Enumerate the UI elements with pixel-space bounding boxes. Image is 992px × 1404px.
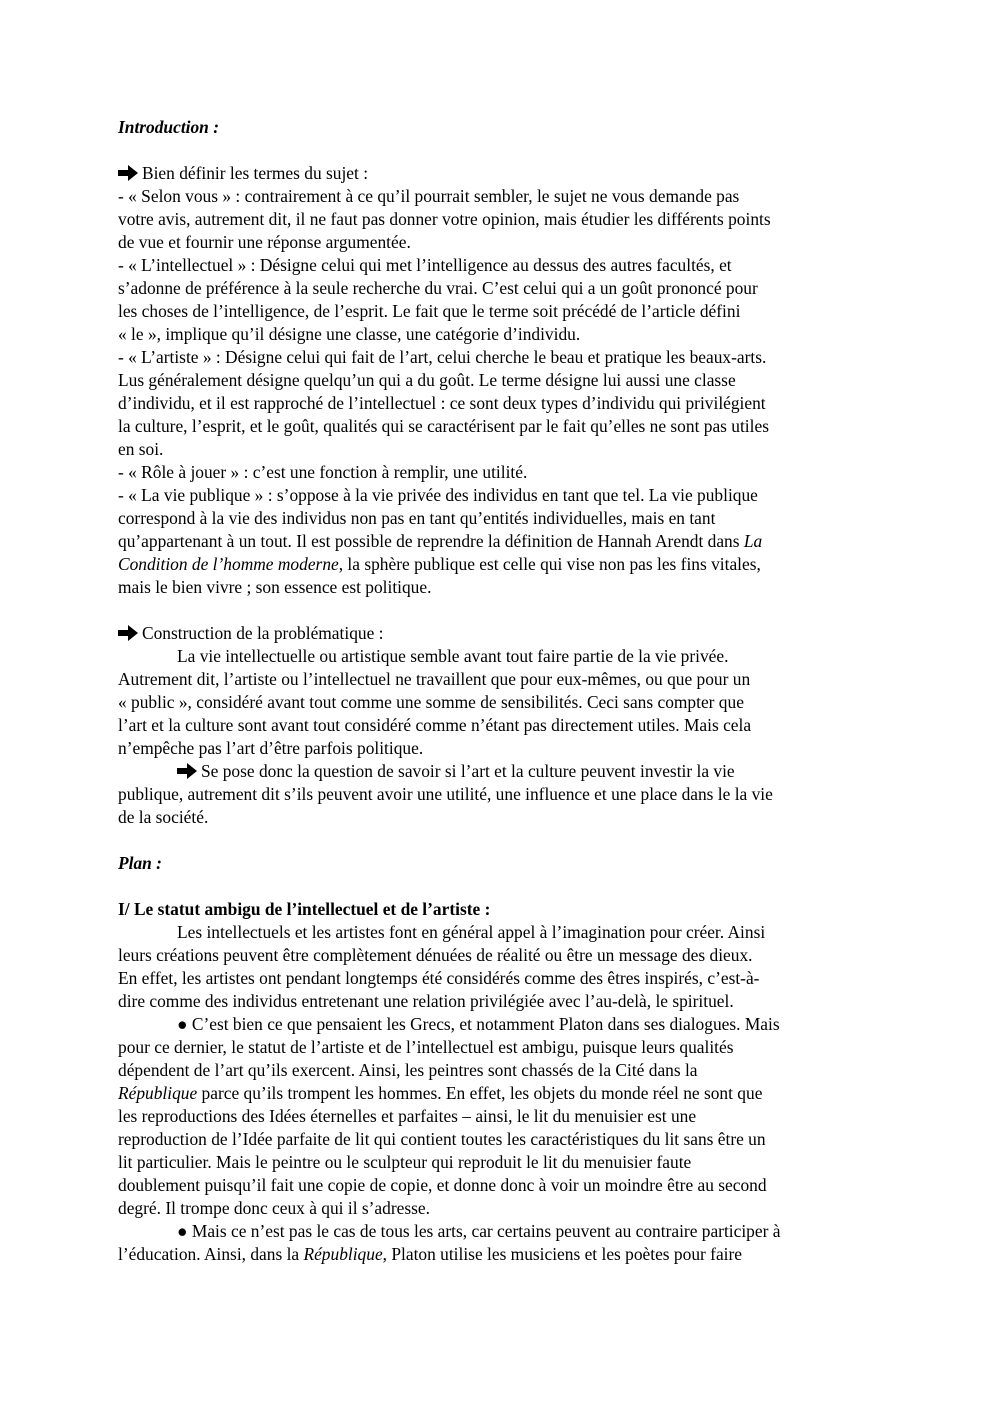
problem-heading: Construction de la problématique :	[142, 623, 384, 643]
text-line: - « La vie publique » : s’oppose à la vie privée des individus en tant que tel. La vie publique	[118, 485, 758, 505]
text-line: d’individu, et il est rapproché de l’intellectuel : ce sont deux types d’individu qui privilégient	[118, 393, 766, 413]
text-line: publique, autrement dit s’ils peuvent avoir une utilité, une influence et une place dans le la vie	[118, 784, 773, 804]
text-line: lit particulier. Mais le peintre ou le sculpteur qui reproduit le lit du menuisier faute	[118, 1152, 692, 1172]
text-line: ● C’est bien ce que pensaient les Grecs, et notamment Platon dans ses dialogues. Mais	[177, 1014, 780, 1034]
text-span: , Platon utilise les musiciens et les poètes pour faire	[382, 1244, 742, 1264]
text-line	[118, 530, 878, 553]
text-line: reproduction de l’Idée parfaite de lit qui contient toutes les caractéristiques du lit sans être un	[118, 1129, 766, 1149]
text-line: ● Mais ce n’est pas le cas de tous les arts, car certains peuvent au contraire participer à	[177, 1221, 781, 1241]
text-line: dépendent de l’art qu’ils exercent. Ainsi, les peintres sont chassés de la Cité dans la	[118, 1060, 698, 1080]
text-line: En effet, les artistes ont pendant longtemps été considérés comme des êtres inspirés, c’est-à-	[118, 968, 760, 988]
terms-heading-line	[118, 162, 878, 185]
text-span: , la sphère publique est celle qui vise non pas les fins vitales,	[338, 554, 761, 574]
text-line: dire comme des individus entretenant une relation privilégiée avec l’au-delà, le spirituel.	[118, 991, 734, 1011]
text-line	[118, 553, 878, 576]
spacer	[118, 599, 878, 622]
text-line: n’empêche pas l’art d’être parfois politique.	[118, 738, 424, 758]
book-title: La	[743, 531, 763, 551]
book-title: République	[303, 1244, 383, 1264]
spacer	[118, 875, 878, 898]
text-line: « le », implique qu’il désigne une classe, une catégorie d’individu.	[118, 324, 581, 344]
text-line: Autrement dit, l’artiste ou l’intellectuel ne travaillent que pour eux-mêmes, ou que pour un	[118, 669, 751, 689]
problem-heading-line	[118, 622, 878, 645]
text-line: les reproductions des Idées éternelles et parfaites – ainsi, le lit du menuisier est une	[118, 1106, 697, 1126]
text-line: la culture, l’esprit, et le goût, qualités qui se caractérisent par le fait qu’elles ne sont pas utiles	[118, 416, 769, 436]
text-line: correspond à la vie des individus non pas en tant qu’entités individuelles, mais en tant	[118, 508, 716, 528]
text-line: doublement puisqu’il fait une copie de copie, et donne donc à voir un moindre être au second	[118, 1175, 767, 1195]
text-line: - « L’artiste » : Désigne celui qui fait de l’art, celui cherche le beau et pratique les beaux-arts.	[118, 347, 767, 367]
text-line: « public », considéré avant tout comme une somme de sensibilités. Ceci sans compter que	[118, 692, 744, 712]
document-page	[118, 116, 878, 1266]
text-line: pour ce dernier, le statut de l’artiste et de l’intellectuel est ambigu, puisque leurs qualités	[118, 1037, 734, 1057]
text-line: l’art et la culture sont avant tout considéré comme n’étant pas directement utiles. Mais cela	[118, 715, 752, 735]
text-line: - « L’intellectuel » : Désigne celui qui met l’intelligence au dessus des autres facultés, et	[118, 255, 732, 275]
question-line	[118, 760, 878, 783]
terms-heading: Bien définir les termes du sujet :	[142, 163, 369, 183]
text-span: qu’appartenant à un tout. Il est possible de reprendre la définition de Hannah Arendt dans	[118, 531, 744, 551]
book-title: Condition de l’homme moderne	[118, 554, 339, 574]
text-line	[118, 1082, 878, 1105]
text-line: votre avis, autrement dit, il ne faut pas donner votre opinion, mais étudier les différents points	[118, 209, 771, 229]
text-line: s’adonne de préférence à la seule recherche du vrai. C’est celui qui a un goût prononcé pour	[118, 278, 758, 298]
arrow-icon	[177, 763, 197, 779]
text-line: de vue et fournir une réponse argumentée.	[118, 232, 411, 252]
text-line: mais le bien vivre ; son essence est politique.	[118, 577, 432, 597]
text-line: leurs créations peuvent être complètement dénuées de réalité ou être un message des dieux.	[118, 945, 753, 965]
arrow-icon	[118, 625, 138, 641]
text-span: l’éducation. Ainsi, dans la	[118, 1244, 304, 1264]
text-line: - « Rôle à jouer » : c’est une fonction à remplir, une utilité.	[118, 462, 528, 482]
book-title: République	[118, 1083, 198, 1103]
arrow-icon	[118, 165, 138, 181]
text-line: les choses de l’intelligence, de l’esprit. Le fait que le terme soit précédé de l’article défini	[118, 301, 741, 321]
text-line: Les intellectuels et les artistes font en général appel à l’imagination pour créer. Ainsi	[177, 922, 766, 942]
part1-heading: I/ Le statut ambigu de l’intellectuel et de l’artiste :	[118, 899, 491, 919]
text-span: parce qu’ils trompent les hommes. En effet, les objets du monde réel ne sont que	[197, 1083, 763, 1103]
text-line: La vie intellectuelle ou artistique semble avant tout faire partie de la vie privée.	[177, 646, 729, 666]
plan-heading: Plan :	[118, 853, 162, 873]
spacer	[118, 829, 878, 852]
text-line: Lus généralement désigne quelqu’un qui a du goût. Le terme désigne lui aussi une classe	[118, 370, 736, 390]
text-span: Se pose donc la question de savoir si l’art et la culture peuvent investir la vie	[201, 761, 735, 781]
intro-heading: Introduction :	[118, 117, 219, 137]
spacer	[118, 139, 878, 162]
text-line: en soi.	[118, 439, 164, 459]
text-line: degré. Il trompe donc ceux à qui il s’adresse.	[118, 1198, 430, 1218]
text-line	[118, 1243, 878, 1266]
text-line: de la société.	[118, 807, 209, 827]
text-line: - « Selon vous » : contrairement à ce qu’il pourrait sembler, le sujet ne vous demande pas	[118, 186, 740, 206]
